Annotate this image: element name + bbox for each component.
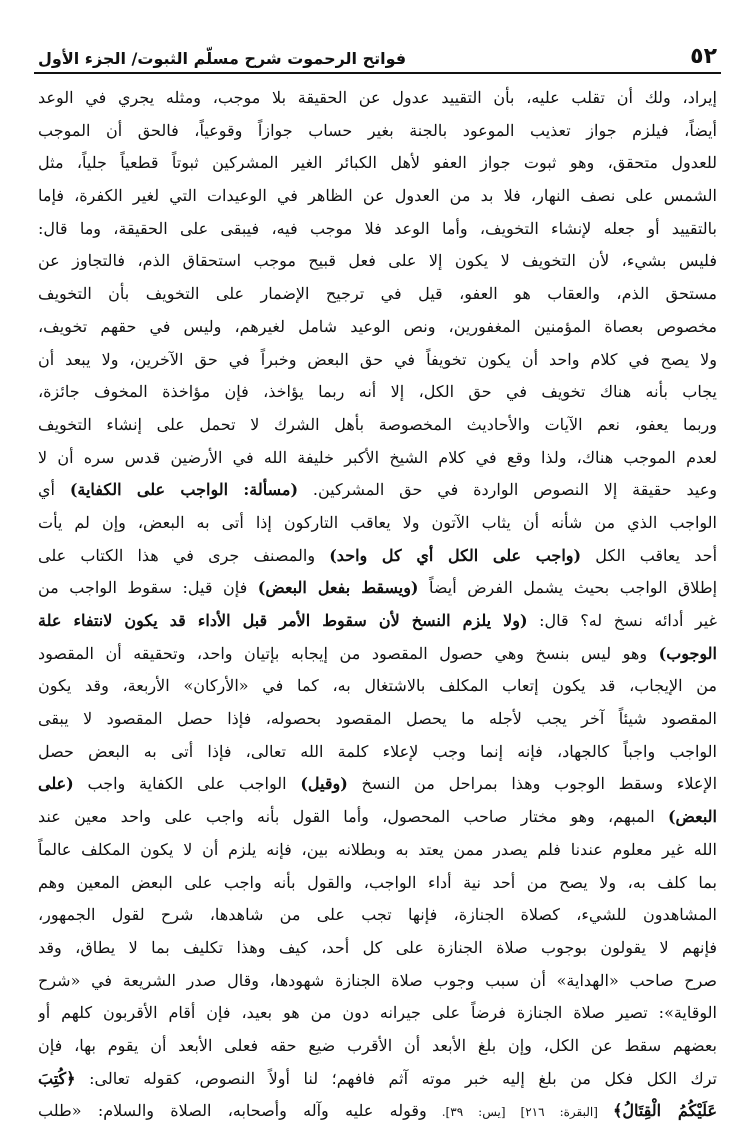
text-segment: فإنهم لا يقولون بوجوب صلاة الجنازة على كل أحد، كيف وهذا تكليف بما لا يطاق، وقد	[38, 937, 717, 957]
bold-segment: (ولا يلزم النسخ لأن سقوط الأمر قبل الأداء قد يكون لانتفاء علة	[38, 611, 528, 630]
text-line	[38, 376, 717, 409]
text-segment: المشاهدون للشيء، كصلاة الجنازة، فإنها تجب على من شاهدها، شرح لقول الجمهور،	[38, 905, 717, 925]
text-segment: فليس بشيء، لأن التخويف لا يكون إلا على فعل قبيح موجب استحقاق الذم، فالتجاوز عن	[38, 251, 717, 271]
text-line	[38, 638, 717, 671]
bold-segment: (وقيل)	[300, 774, 348, 794]
text-segment: أي	[38, 480, 70, 500]
text-segment: الشمس على نصف النهار، فلا بد من العدول عن الظاهر في الوعيدات التي لغير الكفرة، فإما	[38, 186, 717, 206]
text-segment: أحد يعاقب الكل	[581, 545, 717, 565]
text-segment: الواجب الذي من شأنه أن يثاب الآتون ولا يعاقب التاركون إذا أتى به البعض، وإن لم يأت	[38, 512, 717, 532]
text-line	[38, 540, 717, 573]
text-line	[38, 147, 717, 180]
text-segment: من الإيجاب، قد يكون إتعاب المكلف بالاشتغال به، كما في «الأركان» الأربعة، وقد يكون	[38, 676, 717, 696]
text-line	[38, 1030, 717, 1063]
text-segment: وربما يعفو، نعم الآيات والأحاديث المخصوصة بأهل الشرك لا تحمل على إنشاء التخويف	[38, 414, 717, 434]
text-segment: الواجب واجباً كالجهاد، فإنه إنما وجب لإعلاء كلمة الله تعالى، فإذا أتى به البعض حصل	[38, 741, 717, 761]
text-segment: ترك الكل فكل من بلغ إليه خبر موته آثم فافهم؛ لنا أولاً النصوص، كقوله تعالى:	[75, 1068, 717, 1088]
text-segment: بعضهم سقط عن الكل، وإن بلغ الأبعد أن الأقرب ضيع حقه فعلى الأبعد أن يقوم بها، فإن	[38, 1035, 717, 1055]
text-line	[38, 507, 717, 540]
text-segment: الإعلاء وسقط الوجوب وهذا بمراحل من النسخ	[347, 774, 717, 794]
text-line	[38, 605, 717, 638]
text-segment: للعدول متحقق، وهو ثبوت جواز العفو لأهل الكبائر الغير المشركين ثبوتاً قطعياً جلياً، مثل	[38, 153, 717, 173]
text-line	[38, 213, 717, 246]
text-line	[38, 670, 717, 703]
text-line	[38, 965, 717, 998]
bold-segment: البعض)	[667, 807, 717, 827]
text-line	[38, 82, 717, 115]
text-segment: الله غير معلوم عندنا فلم يصدر ممن يعتد به وبطلانه بين، فإنه يلزم أن لا يكون المكلف عالماً	[38, 839, 717, 859]
text-segment: الواجب على الكفاية واجب	[73, 774, 301, 794]
text-segment: ولا يصح في كلام واحد أن يكون تخويفاً في حق البعض وخبراً في حق الآخرين، ولا يبعد أن	[38, 349, 717, 369]
page-header	[34, 28, 721, 74]
text-line	[38, 344, 717, 377]
text-segment: مخصوص بعصاة المؤمنين المغفورين، ونص الوعيد شامل لغيرهم، وليس في حقهم تخويف،	[38, 316, 717, 336]
text-segment: يجاب بأنه هناك تخويف في حق الكل، إلا أنه ربما يؤاخذ، فإن مؤاخذة المخوف جائزة،	[38, 382, 717, 402]
text-line	[38, 311, 717, 344]
text-line	[38, 932, 717, 965]
bold-segment: عَلَيْكُمُ الْقِتَالُ﴾	[612, 1101, 717, 1121]
text-line	[38, 1095, 717, 1128]
text-segment: والمصنف جرى في هذا الكتاب على	[38, 545, 330, 565]
text-segment: غير أدائه نسخ له؟ قال:	[527, 611, 717, 630]
text-line	[38, 245, 717, 278]
text-line	[38, 703, 717, 736]
bold-segment: (واجب على الكل أي كل واحد)	[329, 545, 582, 565]
page-number: ٥٢	[690, 44, 717, 69]
text-segment: فإن قيل: سقوط الواجب من	[38, 578, 258, 598]
text-segment: بما كلف به، ولا يصح من أحد نية أداء الواجب، والقول بأنه واجب على البعض المعين وهم	[38, 872, 717, 892]
body-text	[34, 82, 721, 1128]
text-line	[38, 278, 717, 311]
text-line	[38, 867, 717, 900]
text-line	[38, 180, 717, 213]
text-segment: الوقاية»: تصير صلاة الجنازة فرضاً على جيرانه دون من هو بعيد، فإن أقام الأقربون كلهم أو	[38, 1003, 717, 1023]
text-segment: مستحق الذم، والعقاب هو العفو، قيل في ترجيح الإضمار على التخويف بأن التخويف	[38, 284, 717, 304]
text-line	[38, 442, 717, 475]
text-segment: [البقرة: ٢١٦] [يس: ٣٩].	[426, 1105, 613, 1120]
text-line	[38, 899, 717, 932]
running-title: فواتح الرحموت شرح مسلّم الثبوت/ الجزء الأول	[38, 48, 407, 68]
text-segment: وقوله عليه وآله وأصحابه، الصلاة والسلام: «طلب	[38, 1101, 427, 1121]
text-segment: صرح صاحب «الهداية» أن سبب وجوب صلاة الجنازة شهودها، وقال صدر الشريعة في «شرح	[38, 970, 717, 990]
text-line	[38, 997, 717, 1030]
text-segment: وعيد حقيقة إلا النصوص الواردة في حق المشركين.	[298, 480, 717, 500]
text-line	[38, 115, 717, 148]
text-line	[38, 1063, 717, 1096]
text-segment: المقصود شيئاً آخر يجب لأجله ما يحصل المقصود بحصوله، فإذا حصل المقصود لا يبقى	[38, 709, 717, 729]
text-line	[38, 736, 717, 769]
text-line	[38, 572, 717, 605]
text-segment: أيضاً، فيلزم جواز تعذيب الموعود بالجنة بغير حساب جوازاً وقوعياً، فالحق أن الموجب	[38, 120, 717, 140]
bold-segment: (ويسقط بفعل البعض)	[257, 578, 419, 598]
text-line	[38, 834, 717, 867]
text-segment: إطلاق الواجب بحيث يشمل الفرض أيضاً	[418, 578, 717, 598]
text-line	[38, 474, 717, 507]
text-segment: بالتقييد أو جعله لإنشاء التخويف، وأما الوعد فلا موجب فيه، فيبقى على الحقيقة، وما قال:	[38, 218, 717, 238]
bold-segment: الوجوب)	[658, 643, 717, 663]
text-line	[38, 409, 717, 442]
bold-segment: (على	[38, 774, 74, 794]
text-segment: لعدم الموجب هناك، ولذا وقع في كلام الشيخ الأكبر خليفة الله في الأرضين قدس سره أن لا	[38, 447, 717, 467]
text-segment: المبهم، وهو مختار صاحب المحصول، وأما القول بأنه واجب على واحد معين عند	[38, 807, 668, 827]
text-line	[38, 768, 717, 801]
bold-segment: (مسألة: الواجب على الكفاية)	[69, 480, 299, 500]
text-line	[38, 801, 717, 834]
text-segment: إيراد، ولك أن تقلب عليه، بأن التقييد عدول عن الحقيقة بلا موجب، ومثله يجري في الوعد	[38, 88, 717, 107]
text-segment: وهو ليس بنسخ وهي حصول المقصود من إيجابه بإتيان واحد، وتحقيقه أن المقصود	[38, 643, 659, 663]
bold-segment: ﴿كُتِبَ	[38, 1068, 76, 1088]
